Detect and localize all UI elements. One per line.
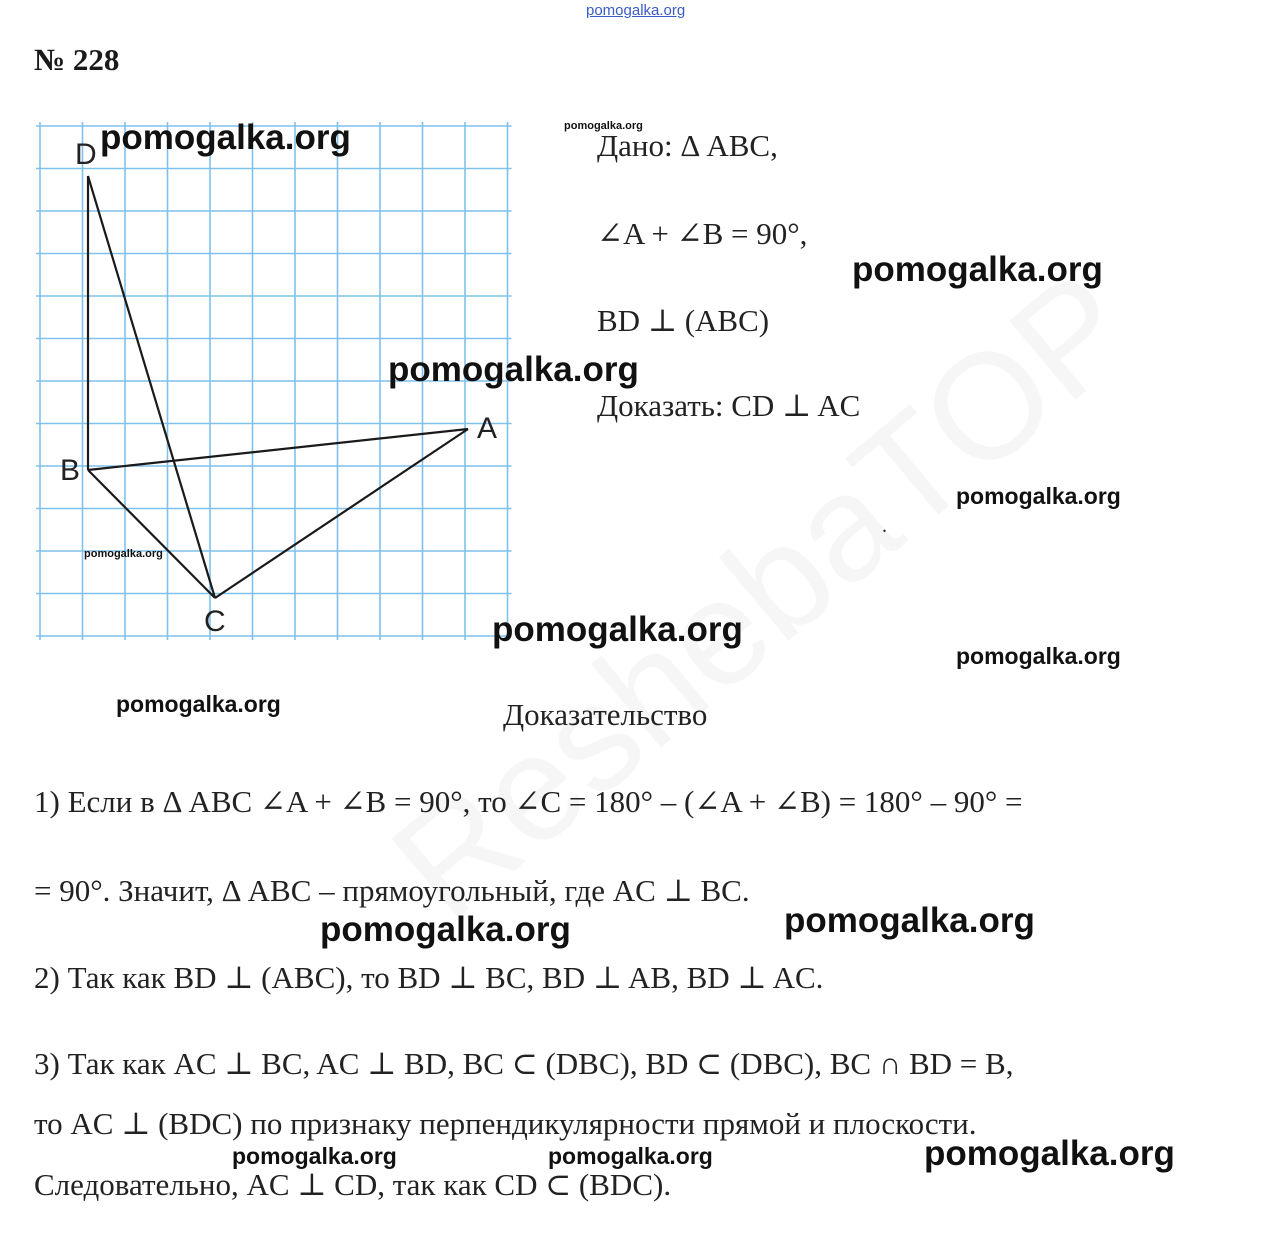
- point-label-c: C: [204, 605, 226, 638]
- watermark: pomogalka.org: [956, 643, 1121, 669]
- proof-line-2: = 90°. Значит, Δ ABC – прямоугольный, где AC ⊥ BC.: [34, 873, 750, 908]
- watermark: pomogalka.org: [116, 691, 281, 717]
- proof-line-6: Следовательно, AC ⊥ CD, так как CD ⊂ (BDC).: [34, 1167, 672, 1202]
- watermark: pomogalka.org: [320, 910, 571, 949]
- given-line-3: BD ⊥ (ABC): [597, 303, 770, 338]
- point-label-d: D: [75, 138, 97, 171]
- point-label-b: B: [60, 454, 81, 487]
- stray-dot: .: [882, 515, 887, 537]
- watermark: pomogalka.org: [232, 1143, 397, 1169]
- watermark: pomogalka.org: [852, 250, 1103, 289]
- watermark: pomogalka.org: [784, 901, 1035, 940]
- watermark: pomogalka.org: [564, 120, 643, 132]
- watermark: pomogalka.org: [492, 610, 743, 649]
- watermark: pomogalka.org: [924, 1134, 1175, 1173]
- proof-line-3: 2) Так как BD ⊥ (ABC), то BD ⊥ BC, BD ⊥ AB, BD ⊥ AC.: [34, 960, 824, 995]
- watermark: pomogalka.org: [548, 1143, 713, 1169]
- given-line-2: ∠A + ∠B = 90°,: [597, 216, 808, 251]
- prove-line: Доказать: CD ⊥ AC: [597, 388, 861, 423]
- proof-heading: Доказательство: [503, 697, 708, 732]
- watermark: pomogalka.org: [956, 483, 1121, 509]
- segment-ba: [88, 429, 468, 470]
- watermark: pomogalka.org: [388, 350, 639, 389]
- top-watermark-link[interactable]: pomogalka.org: [586, 2, 686, 19]
- proof-line-1: 1) Если в Δ ABC ∠A + ∠B = 90°, то ∠C = 180° – (∠A + ∠B) = 180° – 90° =: [34, 784, 1023, 819]
- proof-line-5: то AC ⊥ (BDC) по признаку перпендикулярности прямой и плоскости.: [34, 1106, 977, 1141]
- given-line-1: Дано: Δ ABC,: [597, 128, 778, 163]
- problem-number: № 228: [34, 42, 120, 77]
- watermark: pomogalka.org: [84, 548, 163, 560]
- point-label-a: A: [477, 412, 498, 445]
- watermark: pomogalka.org: [100, 118, 351, 157]
- proof-line-4: 3) Так как AC ⊥ BC, AC ⊥ BD, BC ⊂ (DBC), BD ⊂ (DBC), BC ∩ BD = B,: [34, 1046, 1014, 1081]
